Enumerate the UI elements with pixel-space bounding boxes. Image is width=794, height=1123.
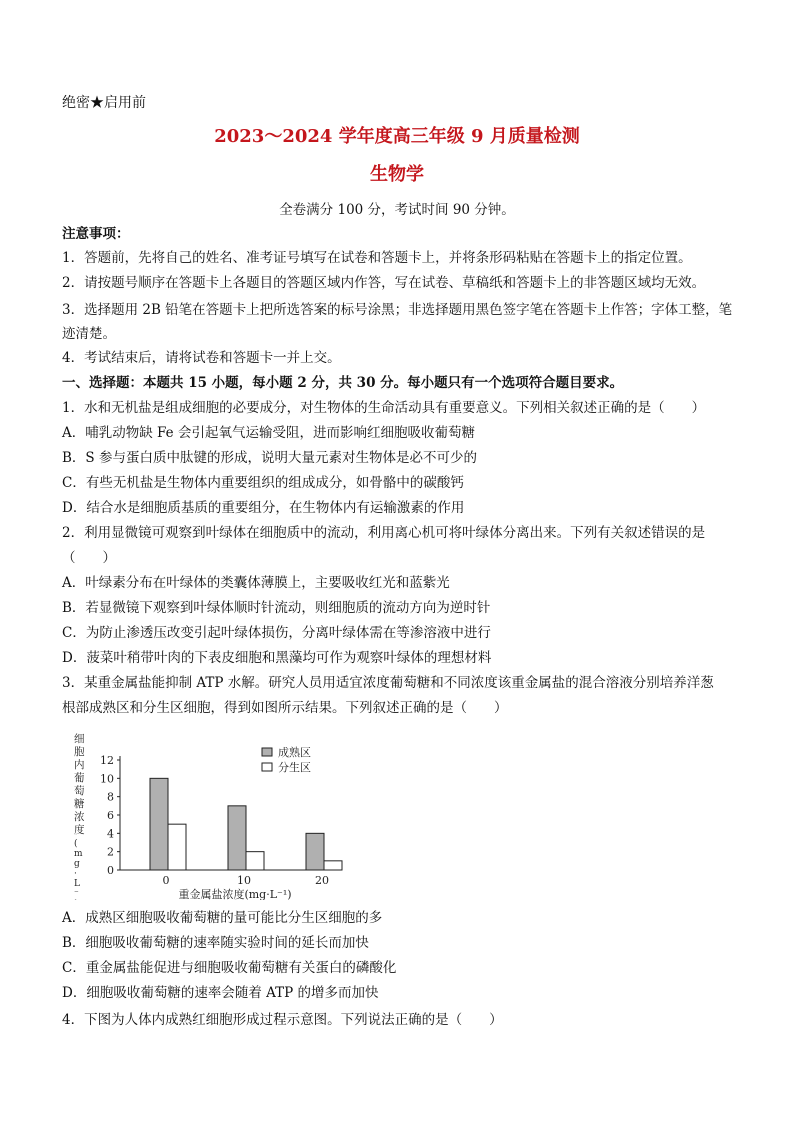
section-heading: 一、选择题：本题共 15 小题，每小题 2 分，共 30 分。每小题只有一个选项符合题目要求。	[62, 375, 624, 391]
option-b: B．S 参与蛋白质中肽键的形成，说明大量元素对生物体是必不可少的	[62, 450, 477, 466]
subject-title: 生物学	[370, 164, 424, 185]
note-item: 4．考试结束后，请将试卷和答题卡一并上交。	[62, 350, 341, 366]
option-c: C．重金属盐能促进与细胞吸收葡萄糖有关蛋白的磷酸化	[62, 960, 397, 976]
option-c: C．有些无机盐是生物体内重要组织的组成成分，如骨骼中的碳酸钙	[62, 475, 464, 491]
option-d: D．菠菜叶稍带叶肉的下表皮细胞和黑藻均可作为观察叶绿体的理想材料	[62, 650, 492, 666]
bars	[150, 778, 342, 870]
bar-成熟区-0	[150, 778, 168, 870]
bar-分生区-20	[324, 861, 342, 870]
x-tick-label: 20	[315, 874, 329, 887]
bar-分生区-10	[246, 852, 264, 870]
y-tick-label: 10	[100, 772, 114, 786]
exam-title: 2023～2024 学年度高三年级 9 月质量检测	[214, 126, 580, 147]
y-axis-label	[74, 733, 85, 900]
note-item: 1．答题前，先将自己的姓名、准考证号填写在试卷和答题卡上，并将条形码粘贴在答题卡上的指定位置。	[62, 250, 692, 266]
legend-label: 分生区	[278, 761, 311, 774]
y-tick-label: 8	[107, 790, 114, 804]
note-item: 3．选择题用 2B 铅笔在答题卡上把所选答案的标号涂黑；非选择题用黑色签字笔在答题卡上作答；字体工整，笔迹清楚。	[62, 302, 733, 342]
bar-成熟区-10	[228, 806, 246, 870]
y-axis-label-text: 细胞内葡萄糖浓度( m g · L ⁻	[74, 733, 85, 899]
question-stem: 3．某重金属盐能抑制 ATP 水解。研究人员用适宜浓度葡萄糖和不同浓度该重金属盐的混合溶液分别培养洋葱	[62, 675, 714, 691]
question-stem-cont: （ ）	[62, 550, 116, 566]
x-axis-label: 重金属盐浓度(mg·L⁻¹)	[178, 888, 292, 900]
option-a: A．叶绿素分布在叶绿体的类囊体薄膜上，主要吸收红光和蓝紫光	[62, 575, 450, 591]
confidential-mark: 绝密★启用前	[62, 95, 146, 111]
y-ticks	[100, 754, 120, 877]
question-stem-cont: 根部成熟区和分生区细胞，得到如图所示结果。下列叙述正确的是（ ）	[62, 700, 508, 716]
option-d: D．细胞吸收葡萄糖的速率会随着 ATP 的增多而加快	[62, 985, 379, 1001]
option-b: B．若显微镜下观察到叶绿体顺时针流动，则细胞质的流动方向为逆时针	[62, 600, 491, 616]
x-tick-label: 0	[162, 874, 170, 887]
question-stem: 4．下图为人体内成熟红细胞形成过程示意图。下列说法正确的是（ ）	[62, 1012, 503, 1028]
bar-成熟区-20	[306, 833, 324, 870]
x-tick-label: 10	[237, 874, 251, 887]
option-b: B．细胞吸收葡萄糖的速率随实验时间的延长而加快	[62, 935, 369, 951]
option-d: D．结合水是细胞质基质的重要组分，在生物体内有运输激素的作用	[62, 500, 465, 516]
legend-swatch	[262, 763, 272, 771]
legend	[262, 745, 311, 774]
question-stem: 2．利用显微镜可观察到叶绿体在细胞质中的流动，利用离心机可将叶绿体分离出来。下列有关叙述错误的是	[62, 525, 706, 541]
bar-chart	[60, 730, 360, 900]
y-tick-label: 4	[107, 827, 114, 841]
score-info: 全卷满分 100 分，考试时间 90 分钟。	[279, 202, 515, 218]
y-tick-label: 12	[100, 754, 114, 767]
note-item: 2．请按题号顺序在答题卡上各题目的答题区域内作答，写在试卷、草稿纸和答题卡上的非答题区域均无效。	[62, 275, 706, 291]
option-a: A．成熟区细胞吸收葡萄糖的量可能比分生区细胞的多	[62, 910, 383, 926]
legend-swatch	[262, 748, 272, 756]
x-ticks	[163, 874, 330, 887]
question-stem: 1．水和无机盐是组成细胞的必要成分，对生物体的生命活动具有重要意义。下列相关叙述正确的是（ ）	[62, 400, 706, 416]
option-a: A．哺乳动物缺 Fe 会引起氧气运输受阻，进而影响红细胞吸收葡萄糖	[62, 425, 475, 441]
y-tick-label: 0	[107, 864, 114, 877]
notes-heading: 注意事项：	[62, 226, 130, 242]
y-tick-label: 6	[107, 809, 114, 822]
y-tick-label: 2	[107, 845, 114, 859]
option-c: C．为防止渗透压改变引起叶绿体损伤，分离叶绿体需在等渗溶液中进行	[62, 625, 491, 641]
legend-label: 成熟区	[278, 746, 311, 759]
bar-分生区-0	[168, 824, 186, 870]
